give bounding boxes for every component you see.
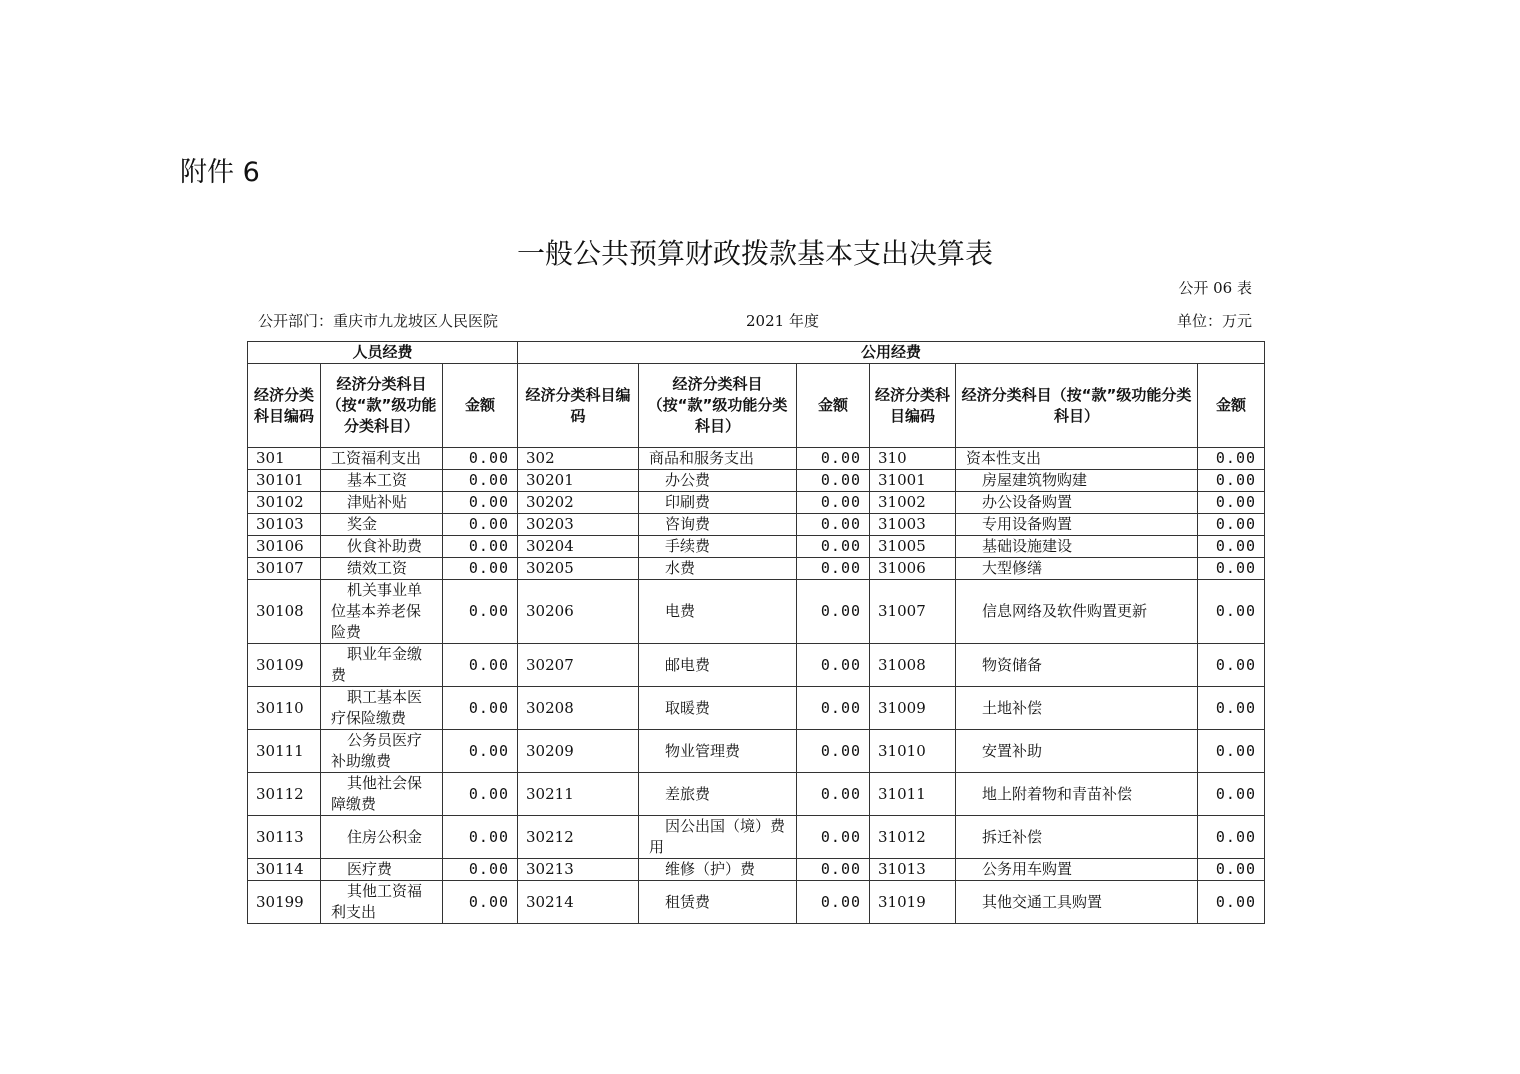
amount-a-cell: 0.00: [443, 730, 518, 773]
code-c-cell: 31009: [870, 687, 956, 730]
name-b-cell: 因公出国（境）费用: [639, 816, 797, 859]
amount-b-cell: 0.00: [797, 580, 870, 644]
amount-a-cell: 0.00: [443, 514, 518, 536]
amount-c-cell: 0.00: [1198, 687, 1265, 730]
code-c-cell: 31003: [870, 514, 956, 536]
name-a-cell: 基本工资: [321, 470, 443, 492]
table-code: 公开 06 表: [1178, 279, 1252, 297]
code-a-cell: 30199: [248, 881, 321, 924]
name-b-cell: 物业管理费: [639, 730, 797, 773]
name-a-cell: 绩效工资: [321, 558, 443, 580]
code-a-cell: 30102: [248, 492, 321, 514]
amount-b-cell: 0.00: [797, 773, 870, 816]
code-a-cell: 301: [248, 448, 321, 470]
code-a-cell: 30106: [248, 536, 321, 558]
code-a-cell: 30109: [248, 644, 321, 687]
header-amount-c: 金额: [1198, 364, 1265, 448]
code-b-cell: 30204: [518, 536, 639, 558]
code-b-cell: 30211: [518, 773, 639, 816]
amount-c-cell: 0.00: [1198, 558, 1265, 580]
name-c-cell: 土地补偿: [956, 687, 1198, 730]
name-c-cell: 基础设施建设: [956, 536, 1198, 558]
code-c-cell: 31005: [870, 536, 956, 558]
code-c-cell: 31006: [870, 558, 956, 580]
amount-a-cell: 0.00: [443, 580, 518, 644]
name-c-cell: 物资储备: [956, 644, 1198, 687]
name-a-cell: 奖金: [321, 514, 443, 536]
table-row: [248, 687, 1265, 730]
table-row: [248, 448, 1265, 470]
name-b-cell: 咨询费: [639, 514, 797, 536]
code-b-cell: 30206: [518, 580, 639, 644]
amount-b-cell: 0.00: [797, 470, 870, 492]
amount-b-cell: 0.00: [797, 514, 870, 536]
code-b-cell: 30207: [518, 644, 639, 687]
code-c-cell: 31012: [870, 816, 956, 859]
name-a-cell: 其他社会保障缴费: [321, 773, 443, 816]
amount-a-cell: 0.00: [443, 448, 518, 470]
page-title: 一般公共预算财政拨款基本支出决算表: [516, 237, 993, 270]
name-a-cell: 职业年金缴费: [321, 644, 443, 687]
table-row: [248, 773, 1265, 816]
code-c-cell: 31007: [870, 580, 956, 644]
code-a-cell: 30114: [248, 859, 321, 881]
name-a-cell: 职工基本医疗保险缴费: [321, 687, 443, 730]
amount-a-cell: 0.00: [443, 816, 518, 859]
header-name-c: 经济分类科目（按“款”级功能分类科目）: [956, 364, 1198, 448]
code-b-cell: 30213: [518, 859, 639, 881]
amount-c-cell: 0.00: [1198, 881, 1265, 924]
amount-b-cell: 0.00: [797, 558, 870, 580]
amount-b-cell: 0.00: [797, 448, 870, 470]
name-c-cell: 资本性支出: [956, 448, 1198, 470]
code-a-cell: 30113: [248, 816, 321, 859]
name-a-cell: 医疗费: [321, 859, 443, 881]
code-a-cell: 30110: [248, 687, 321, 730]
amount-a-cell: 0.00: [443, 536, 518, 558]
name-b-cell: 手续费: [639, 536, 797, 558]
table-row: [248, 816, 1265, 859]
code-b-cell: 30202: [518, 492, 639, 514]
amount-c-cell: 0.00: [1198, 536, 1265, 558]
name-c-cell: 信息网络及软件购置更新: [956, 580, 1198, 644]
code-c-cell: 31011: [870, 773, 956, 816]
department-label: 公开部门：重庆市九龙坡区人民医院: [258, 312, 499, 330]
code-a-cell: 30111: [248, 730, 321, 773]
amount-b-cell: 0.00: [797, 816, 870, 859]
name-b-cell: 差旅费: [639, 773, 797, 816]
code-b-cell: 30203: [518, 514, 639, 536]
name-c-cell: 公务用车购置: [956, 859, 1198, 881]
table-row: [248, 536, 1265, 558]
header-amount-b: 金额: [797, 364, 870, 448]
table-row: [248, 730, 1265, 773]
name-c-cell: 安置补助: [956, 730, 1198, 773]
amount-a-cell: 0.00: [443, 881, 518, 924]
name-c-cell: 房屋建筑物购建: [956, 470, 1198, 492]
amount-c-cell: 0.00: [1198, 514, 1265, 536]
table-row: [248, 881, 1265, 924]
table-row: [248, 580, 1265, 644]
name-c-cell: 大型修缮: [956, 558, 1198, 580]
amount-a-cell: 0.00: [443, 687, 518, 730]
amount-b-cell: 0.00: [797, 492, 870, 514]
code-b-cell: 30208: [518, 687, 639, 730]
table-row: [248, 644, 1265, 687]
table-row: [248, 470, 1265, 492]
code-b-cell: 30205: [518, 558, 639, 580]
name-b-cell: 办公费: [639, 470, 797, 492]
name-a-cell: 住房公积金: [321, 816, 443, 859]
name-c-cell: 地上附着物和青苗补偿: [956, 773, 1198, 816]
code-a-cell: 30108: [248, 580, 321, 644]
name-b-cell: 电费: [639, 580, 797, 644]
amount-a-cell: 0.00: [443, 773, 518, 816]
amount-c-cell: 0.00: [1198, 470, 1265, 492]
header-code-a: 经济分类科目编码: [248, 364, 321, 448]
name-c-cell: 拆迁补偿: [956, 816, 1198, 859]
code-c-cell: 31001: [870, 470, 956, 492]
code-b-cell: 30214: [518, 881, 639, 924]
amount-c-cell: 0.00: [1198, 492, 1265, 514]
attachment-label: 附件 6: [180, 157, 260, 188]
header-code-b: 经济分类科目编码: [518, 364, 639, 448]
name-b-cell: 水费: [639, 558, 797, 580]
header-public: 公用经费: [518, 342, 1265, 364]
amount-b-cell: 0.00: [797, 644, 870, 687]
amount-c-cell: 0.00: [1198, 644, 1265, 687]
code-a-cell: 30101: [248, 470, 321, 492]
name-b-cell: 印刷费: [639, 492, 797, 514]
amount-b-cell: 0.00: [797, 859, 870, 881]
name-b-cell: 商品和服务支出: [639, 448, 797, 470]
name-a-cell: 机关事业单位基本养老保险费: [321, 580, 443, 644]
year-label: 2021 年度: [746, 312, 819, 330]
table-row: [248, 859, 1265, 881]
unit-label: 单位：万元: [1176, 312, 1252, 330]
code-a-cell: 30112: [248, 773, 321, 816]
name-b-cell: 租赁费: [639, 881, 797, 924]
name-c-cell: 专用设备购置: [956, 514, 1198, 536]
amount-c-cell: 0.00: [1198, 730, 1265, 773]
code-b-cell: 302: [518, 448, 639, 470]
amount-c-cell: 0.00: [1198, 816, 1265, 859]
code-b-cell: 30209: [518, 730, 639, 773]
name-c-cell: 办公设备购置: [956, 492, 1198, 514]
amount-b-cell: 0.00: [797, 687, 870, 730]
code-a-cell: 30107: [248, 558, 321, 580]
table-row: [248, 514, 1265, 536]
table-row: [248, 558, 1265, 580]
amount-c-cell: 0.00: [1198, 448, 1265, 470]
header-name-a: 经济分类科目（按“款”级功能分类科目）: [321, 364, 443, 448]
name-c-cell: 其他交通工具购置: [956, 881, 1198, 924]
amount-b-cell: 0.00: [797, 730, 870, 773]
name-a-cell: 津贴补贴: [321, 492, 443, 514]
header-amount-a: 金额: [443, 364, 518, 448]
name-b-cell: 维修（护）费: [639, 859, 797, 881]
code-c-cell: 31010: [870, 730, 956, 773]
amount-a-cell: 0.00: [443, 644, 518, 687]
name-b-cell: 邮电费: [639, 644, 797, 687]
code-c-cell: 31019: [870, 881, 956, 924]
name-a-cell: 工资福利支出: [321, 448, 443, 470]
code-c-cell: 31008: [870, 644, 956, 687]
amount-a-cell: 0.00: [443, 470, 518, 492]
header-code-c: 经济分类科目编码: [870, 364, 956, 448]
amount-b-cell: 0.00: [797, 881, 870, 924]
amount-a-cell: 0.00: [443, 492, 518, 514]
name-a-cell: 公务员医疗补助缴费: [321, 730, 443, 773]
amount-c-cell: 0.00: [1198, 773, 1265, 816]
code-c-cell: 310: [870, 448, 956, 470]
expenditure-table: [247, 341, 1265, 924]
amount-b-cell: 0.00: [797, 536, 870, 558]
amount-a-cell: 0.00: [443, 859, 518, 881]
amount-a-cell: 0.00: [443, 558, 518, 580]
amount-c-cell: 0.00: [1198, 859, 1265, 881]
header-name-b: 经济分类科目（按“款”级功能分类科目）: [639, 364, 797, 448]
name-a-cell: 伙食补助费: [321, 536, 443, 558]
code-a-cell: 30103: [248, 514, 321, 536]
header-personnel: 人员经费: [248, 342, 518, 364]
amount-c-cell: 0.00: [1198, 580, 1265, 644]
table-row: [248, 492, 1265, 514]
code-b-cell: 30201: [518, 470, 639, 492]
code-c-cell: 31013: [870, 859, 956, 881]
code-b-cell: 30212: [518, 816, 639, 859]
name-b-cell: 取暖费: [639, 687, 797, 730]
code-c-cell: 31002: [870, 492, 956, 514]
name-a-cell: 其他工资福利支出: [321, 881, 443, 924]
